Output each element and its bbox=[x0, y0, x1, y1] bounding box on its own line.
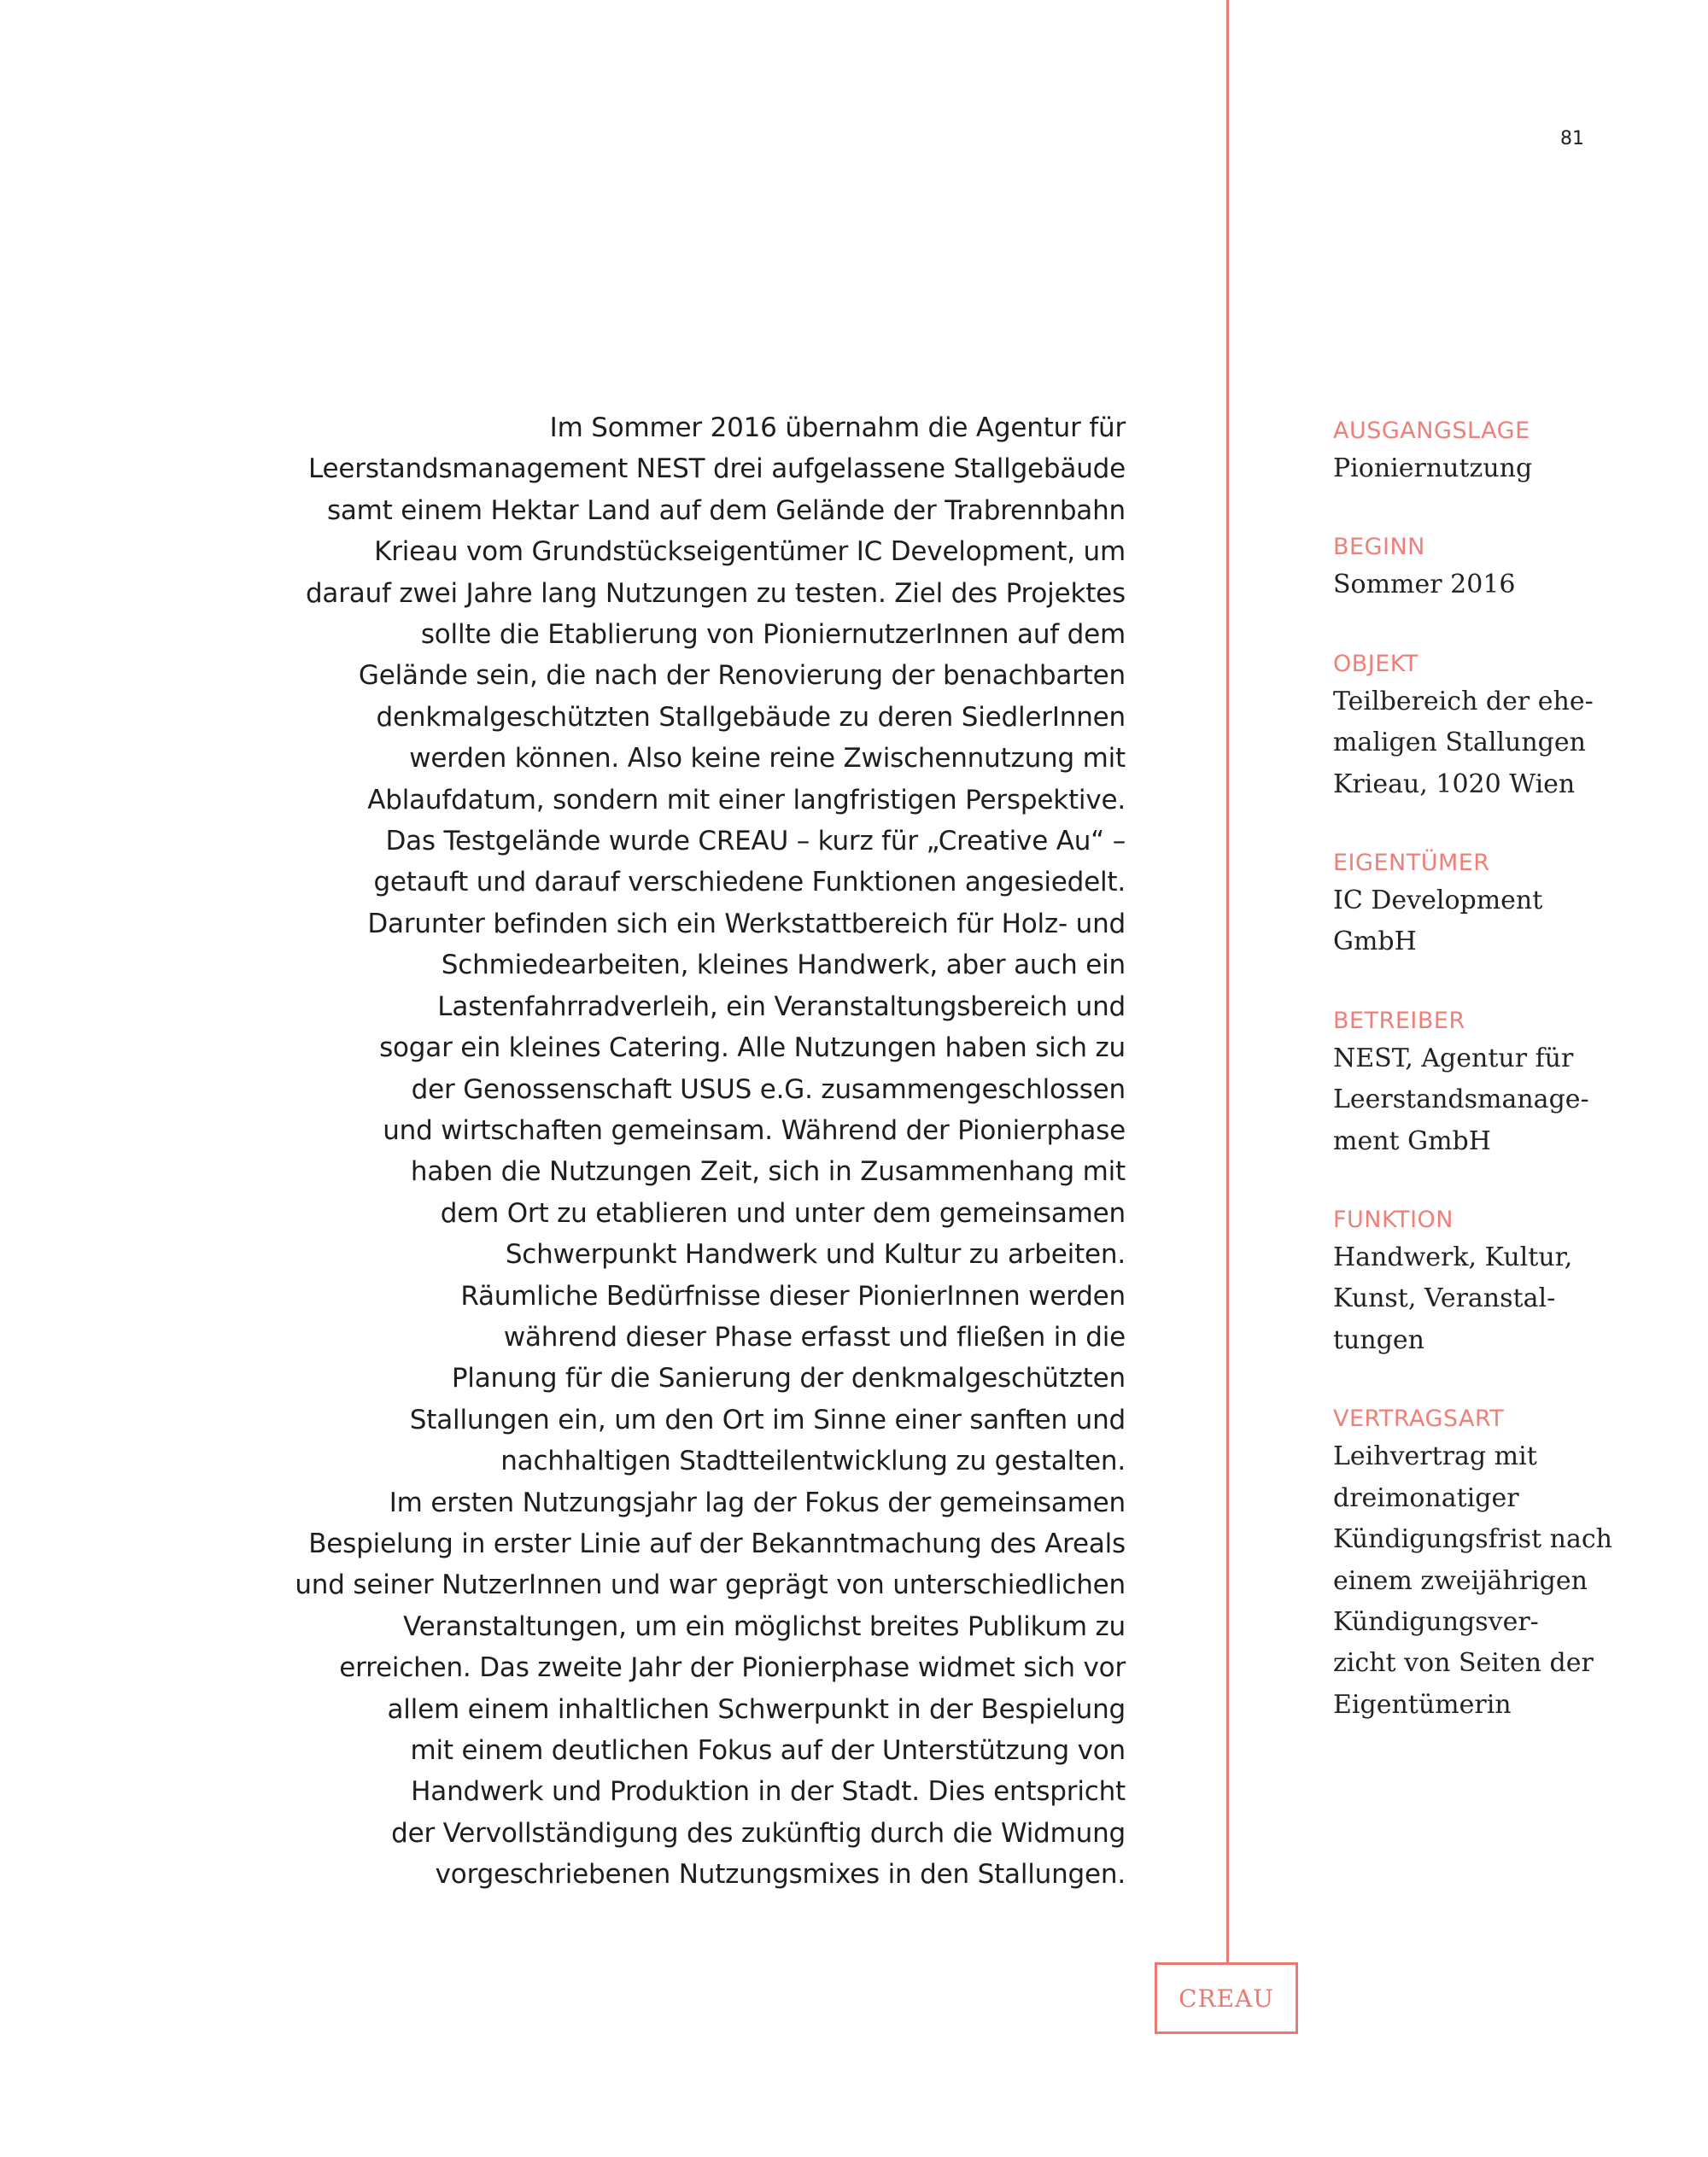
field-value-line: Sommer 2016 bbox=[1333, 570, 1516, 600]
field-betreiber bbox=[1333, 1004, 1675, 1162]
body-line: der Genossenschaft USUS e.G. zusammengeschlossen bbox=[411, 1073, 1126, 1105]
project-facts-sidebar bbox=[1333, 414, 1675, 1767]
field-value-line: dreimonatiger bbox=[1333, 1482, 1519, 1513]
field-objekt bbox=[1333, 647, 1675, 805]
field-beginn bbox=[1333, 530, 1675, 605]
body-line: sollte die Etablierung von PioniernutzerInnen auf dem bbox=[420, 619, 1126, 651]
field-value bbox=[1333, 448, 1675, 489]
field-value bbox=[1333, 681, 1675, 805]
body-line: denkmalgeschützten Stallgebäude zu deren SiedlerInnen bbox=[376, 701, 1126, 733]
field-value-line: Handwerk, Kultur, bbox=[1333, 1242, 1573, 1273]
field-eigentuemer bbox=[1333, 846, 1675, 963]
body-line: samt einem Hektar Land auf dem Gelände der Trabrennbahn bbox=[326, 494, 1126, 526]
body-line: Im ersten Nutzungsjahr lag der Fokus der gemeinsamen bbox=[389, 1487, 1126, 1518]
body-line: Planung für die Sanierung der denkmalgeschützten bbox=[451, 1363, 1126, 1394]
field-value-line: Krieau, 1020 Wien bbox=[1333, 769, 1576, 799]
field-label: VERTRAGSART bbox=[1333, 1406, 1505, 1433]
body-line: während dieser Phase erfasst und fließen in die bbox=[503, 1321, 1126, 1353]
body-line: Schmiedearbeiten, kleines Handwerk, aber auch ein bbox=[441, 950, 1126, 981]
field-label: OBJEKT bbox=[1333, 650, 1418, 677]
field-value-line: maligen Stallungen bbox=[1333, 728, 1586, 758]
field-value-line: IC Development bbox=[1333, 886, 1543, 916]
field-label: BEGINN bbox=[1333, 534, 1425, 561]
body-line: nachhaltigen Stadtteilentwicklung zu gestalten. bbox=[500, 1446, 1126, 1477]
field-value bbox=[1333, 1038, 1675, 1162]
body-line: mit einem deutlichen Fokus auf der Unterstützung von bbox=[410, 1735, 1126, 1766]
body-line: erreichen. Das zweite Jahr der Pionierphase widmet sich vor bbox=[339, 1652, 1126, 1684]
body-line: werden können. Also keine reine Zwischennutzung mit bbox=[409, 743, 1126, 775]
field-label: BETREIBER bbox=[1333, 1007, 1465, 1034]
field-label: AUSGANGSLAGE bbox=[1333, 418, 1530, 444]
body-line: sogar ein kleines Catering. Alle Nutzungen haben sich zu bbox=[379, 1032, 1126, 1064]
field-value-line: Kündigungsfrist nach bbox=[1333, 1524, 1612, 1555]
body-line: allem einem inhaltlichen Schwerpunkt in der Bespielung bbox=[387, 1693, 1126, 1725]
body-line: Räumliche Bedürfnisse dieser PionierInnen werden bbox=[460, 1280, 1126, 1312]
body-line: vorgeschriebenen Nutzungsmixes in den Stallungen. bbox=[435, 1859, 1126, 1891]
body-line: Im Sommer 2016 übernahm die Agentur für bbox=[549, 412, 1126, 443]
body-line: Lastenfahrradverleih, ein Veranstaltungsbereich und bbox=[437, 991, 1126, 1022]
body-line: Leerstandsmanagement NEST drei aufgelassene Stallgebäude bbox=[308, 453, 1126, 485]
body-line: getauft und darauf verschiedene Funktionen angesiedelt. bbox=[373, 867, 1126, 898]
field-value bbox=[1333, 880, 1675, 963]
vertical-divider-line bbox=[1226, 0, 1229, 1962]
field-value-line: GmbH bbox=[1333, 927, 1417, 957]
body-line: Darunter befinden sich ein Werkstattbereich für Holz- und bbox=[367, 908, 1126, 939]
field-value bbox=[1333, 1436, 1675, 1726]
body-line: der Vervollständigung des zukünftig durch die Widmung bbox=[391, 1817, 1126, 1849]
body-line: Gelände sein, die nach der Renovierung der benachbarten bbox=[358, 660, 1126, 692]
field-value bbox=[1333, 564, 1675, 605]
field-value-line: Leihvertrag mit bbox=[1333, 1441, 1537, 1472]
field-value-line: Leerstandsmanage- bbox=[1333, 1084, 1589, 1115]
body-line: haben die Nutzungen Zeit, sich in Zusammenhang mit bbox=[410, 1156, 1126, 1188]
body-line: Ablaufdatum, sondern mit einer langfristigen Perspektive. bbox=[367, 784, 1126, 815]
field-value-line: Pioniernutzung bbox=[1333, 453, 1533, 483]
body-line: und wirtschaften gemeinsam. Während der Pionierphase bbox=[383, 1114, 1126, 1146]
field-value-line: Teilbereich der ehe- bbox=[1333, 686, 1594, 716]
field-value-line: Kunst, Veranstal- bbox=[1333, 1283, 1556, 1314]
body-line: darauf zwei Jahre lang Nutzungen zu testen. Ziel des Projektes bbox=[305, 577, 1126, 609]
field-value-line: zicht von Seiten der bbox=[1333, 1648, 1594, 1679]
body-line: Das Testgelände wurde CREAU – kurz für „Creative Au“ – bbox=[385, 826, 1126, 857]
field-value-line: Kündigungsver- bbox=[1333, 1606, 1539, 1637]
field-value-line: Eigentümerin bbox=[1333, 1689, 1512, 1720]
field-value-line: tungen bbox=[1333, 1324, 1424, 1355]
field-funktion bbox=[1333, 1203, 1675, 1361]
body-line: und seiner NutzerInnen und war geprägt von unterschiedlichen bbox=[295, 1570, 1126, 1601]
field-ausgangslage bbox=[1333, 414, 1675, 489]
field-label: FUNKTION bbox=[1333, 1207, 1454, 1234]
field-value bbox=[1333, 1237, 1675, 1361]
body-line: Veranstaltungen, um ein möglichst breites Publikum zu bbox=[403, 1610, 1126, 1642]
field-value-line: NEST, Agentur für bbox=[1333, 1043, 1574, 1073]
body-line: Bespielung in erster Linie auf der Bekanntmachung des Areals bbox=[308, 1528, 1126, 1559]
main-body-text bbox=[265, 407, 1126, 1896]
body-line: Handwerk und Produktion in der Stadt. Dies entspricht bbox=[411, 1776, 1126, 1808]
chapter-tag-creau: CREAU bbox=[1155, 1962, 1298, 2034]
page-number: 81 bbox=[1560, 128, 1584, 149]
field-value-line: ment GmbH bbox=[1333, 1125, 1491, 1156]
body-line: Krieau vom Grundstückseigentümer IC Development, um bbox=[374, 536, 1126, 568]
field-vertragsart bbox=[1333, 1402, 1675, 1726]
body-line: dem Ort zu etablieren und unter dem gemeinsamen bbox=[440, 1197, 1126, 1229]
field-value-line: einem zweijährigen bbox=[1333, 1565, 1588, 1596]
body-line: Schwerpunkt Handwerk und Kultur zu arbeiten. bbox=[505, 1239, 1126, 1271]
field-label: EIGENTÜMER bbox=[1333, 850, 1490, 877]
body-line: Stallungen ein, um den Ort im Sinne einer sanften und bbox=[409, 1404, 1126, 1435]
